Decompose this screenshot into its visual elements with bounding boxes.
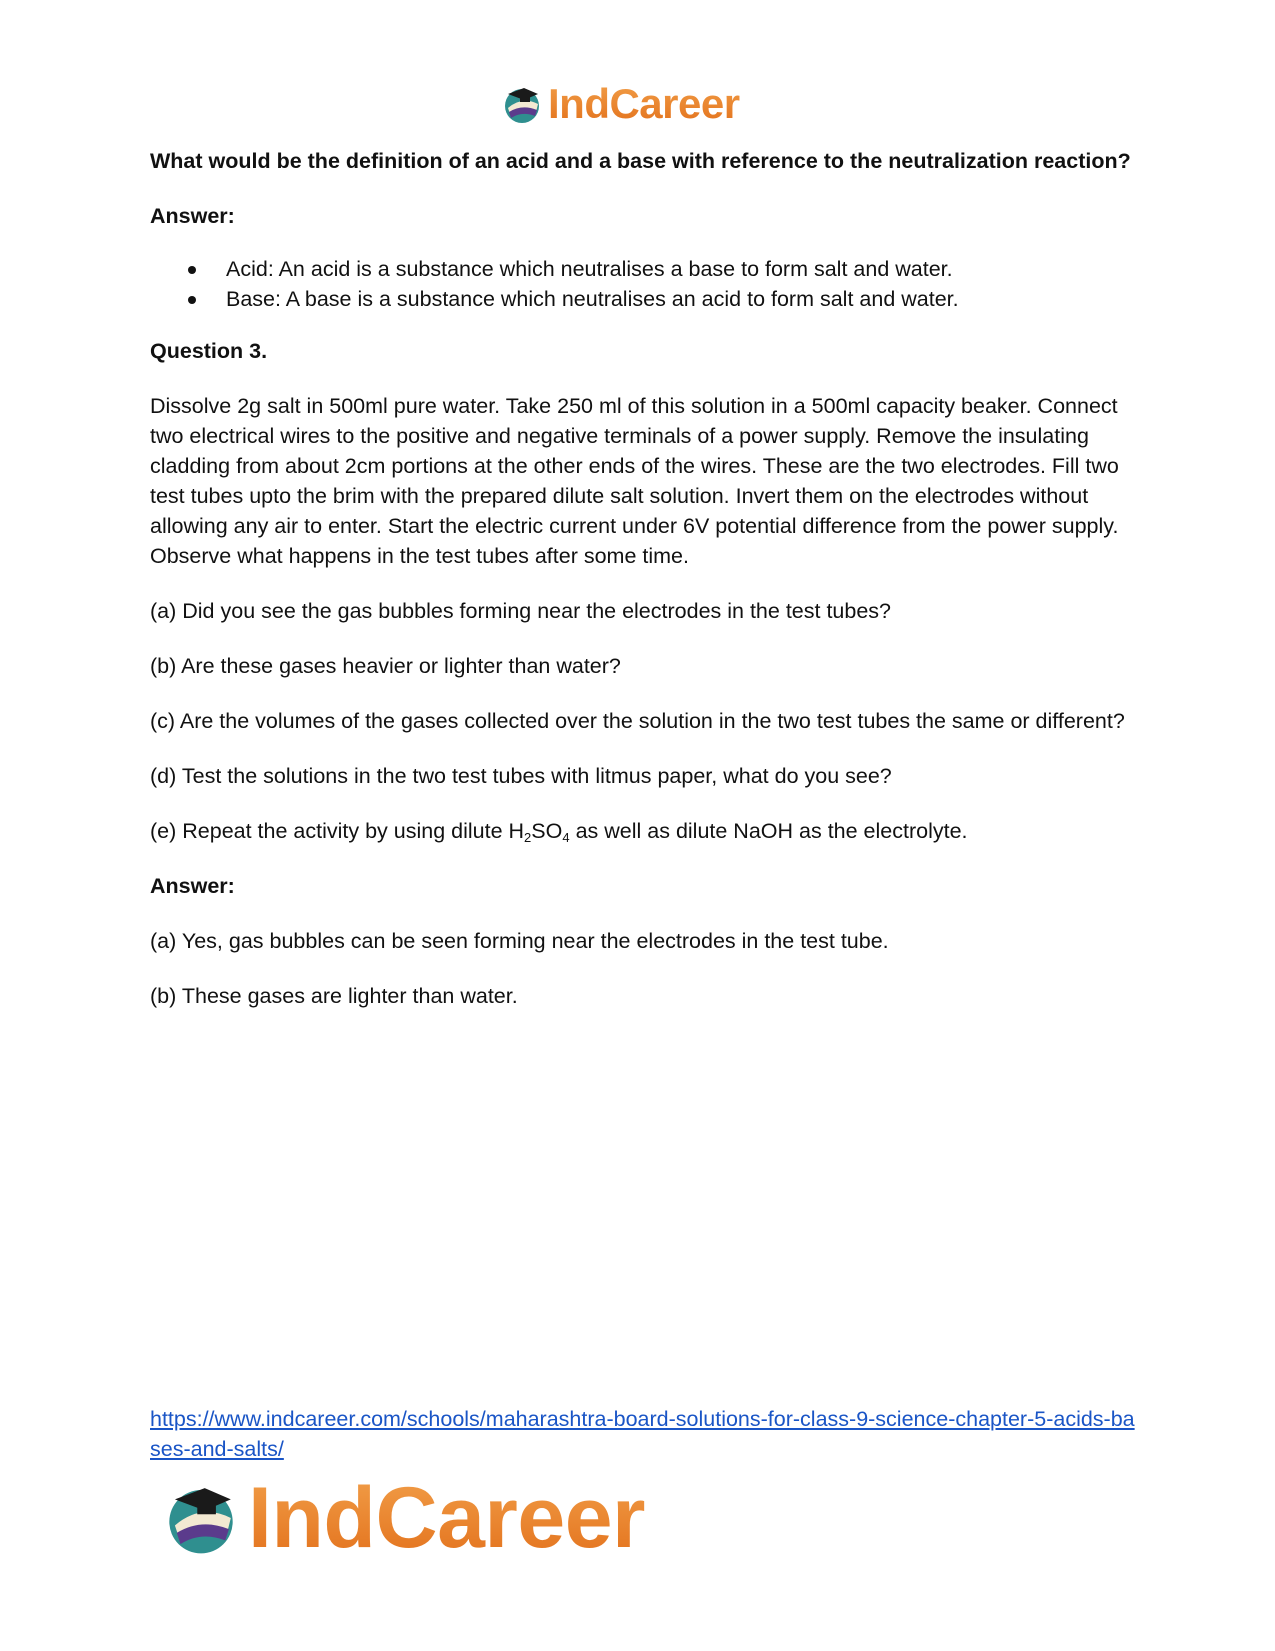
question-part-b: (b) Are these gases heavier or lighter than water? <box>150 654 621 678</box>
brand-logo-top <box>500 80 740 128</box>
part-e-mid: SO <box>531 819 563 843</box>
graduation-globe-icon <box>500 82 544 126</box>
question-body: Dissolve 2g salt in 500ml pure water. Take 250 ml of this solution in a 500ml capacity beaker. Connect two electrical wires to the positive and negative terminals of a power supply. Remove the insulating cladding from about 2cm portions at the other ends of the wires. These are the two electrodes. Fill two test tubes upto the brim with the prepared dilute salt solution. Invert them on the electrodes without allowing any air to enter. Start the electric current under 6V potential difference from the power supply. Observe what happens in the test tubes after some time. <box>150 394 1119 568</box>
answer-list <box>150 254 1135 314</box>
subscript-2: 2 <box>524 830 532 845</box>
answer-part-b: (b) These gases are lighter than water. <box>150 984 518 1008</box>
brand-logo-text: IndCareer <box>248 1469 645 1566</box>
question-heading: Question 3. <box>150 339 268 363</box>
question-part-e <box>150 816 1135 846</box>
answer-part-a: (a) Yes, gas bubbles can be seen forming near the electrodes in the test tube. <box>150 929 889 953</box>
question-part-a: (a) Did you see the gas bubbles forming near the electrodes in the test tubes? <box>150 599 891 623</box>
part-e-prefix: (e) Repeat the activity by using dilute H <box>150 819 525 843</box>
list-item: Acid: An acid is a substance which neutralises a base to form salt and water. <box>226 254 1135 284</box>
document-body <box>150 146 1135 1036</box>
question-part-c: (c) Are the volumes of the gases collected over the solution in the two test tubes the same or different? <box>150 709 1125 733</box>
list-item: Base: A base is a substance which neutralises an acid to form salt and water. <box>226 284 1135 314</box>
brand-logo-text: IndCareer <box>548 80 740 127</box>
source-link[interactable]: https://www.indcareer.com/schools/maharashtra-board-solutions-for-class-9-science-chapter-5-acids-bases-and-salts/ <box>150 1407 1135 1461</box>
graduation-globe-icon <box>160 1477 242 1559</box>
brand-logo-bottom <box>160 1470 645 1566</box>
question-part-d: (d) Test the solutions in the two test tubes with litmus paper, what do you see? <box>150 764 892 788</box>
subscript-4: 4 <box>562 830 570 845</box>
part-e-suffix: as well as dilute NaOH as the electrolyte. <box>569 819 968 843</box>
answer-label-q3: Answer: <box>150 874 235 898</box>
answer-label: Answer: <box>150 204 235 228</box>
question-prev-text: What would be the definition of an acid and a base with reference to the neutralization reaction? <box>150 149 1131 173</box>
